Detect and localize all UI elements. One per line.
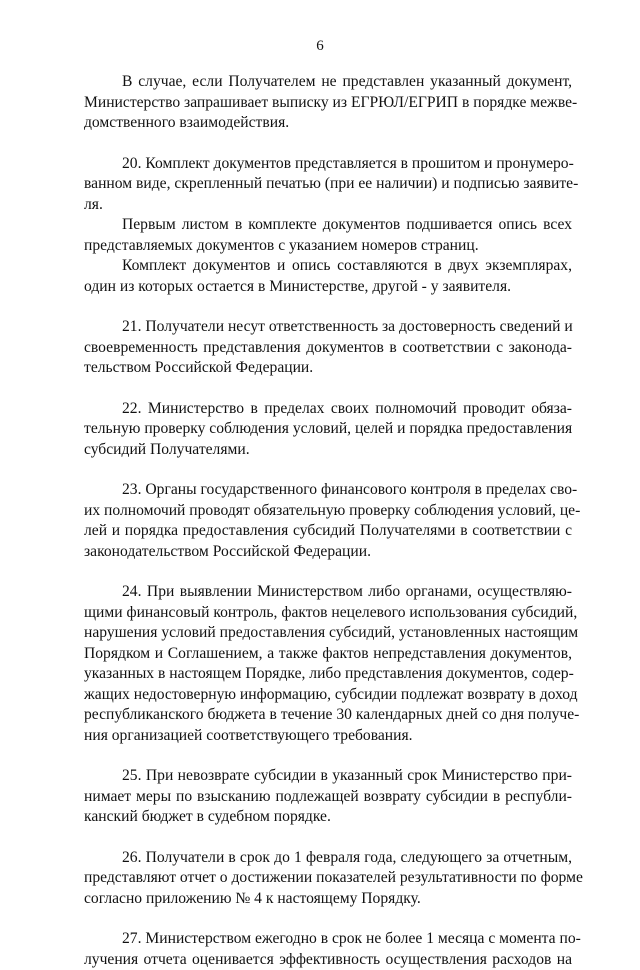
text-line: нимает меры по взысканию подлежащей возврату субсидии в республи-	[84, 787, 572, 808]
text-line: представляемых документов с указанием номеров страниц.	[84, 236, 572, 257]
text-line: 22. Министерство в пределах своих полномочий проводит обяза-	[84, 399, 572, 420]
text-line: щими финансовый контроль, фактов нецелевого использования субсидий,	[84, 603, 572, 624]
document-body	[84, 72, 572, 970]
paragraph-item-21	[84, 317, 572, 379]
text-line: 24. При выявлении Министерством либо органами, осуществляю-	[84, 582, 572, 603]
text-line: законодательством Российской Федерации.	[84, 542, 572, 563]
text-line: их полномочий проводят обязательную проверку соблюдения условий, це-	[84, 501, 572, 522]
text-line: республиканского бюджета в течение 30 календарных дней со дня получе-	[84, 705, 572, 726]
text-line: Первым листом в комплекте документов подшивается опись всех	[84, 215, 572, 236]
text-line: 27. Министерством ежегодно в срок не более 1 месяца с момента по-	[84, 929, 572, 950]
text-line: лучения отчета оценивается эффективность осуществления расходов на	[84, 950, 572, 970]
text-line: 25. При невозврате субсидии в указанный срок Министерство при-	[84, 766, 572, 787]
paragraph-item-24	[84, 582, 572, 746]
text-line: 20. Комплект документов представляется в прошитом и пронумеро-	[84, 154, 572, 175]
text-line: домственного взаимодействия.	[84, 113, 572, 134]
text-line: Министерство запрашивает выписку из ЕГРЮЛ/ЕГРИП в порядке межве-	[84, 93, 572, 114]
text-line: представляют отчет о достижении показателей результативности по форме	[84, 868, 572, 889]
text-line: согласно приложению № 4 к настоящему Порядку.	[84, 889, 572, 910]
text-line: В случае, если Получателем не представлен указанный документ,	[84, 72, 572, 93]
paragraph-inventory-first-sheet	[84, 215, 572, 256]
text-line: указанных в настоящем Порядке, либо представления документов, содер-	[84, 664, 572, 685]
text-line: лей и порядка предоставления субсидий Получателями в соответствии с	[84, 521, 572, 542]
text-line: жащих недостоверную информацию, субсидии подлежат возврату в доход	[84, 685, 572, 706]
paragraph-item-25	[84, 766, 572, 828]
paragraph-item-26	[84, 848, 572, 910]
text-line: тельством Российской Федерации.	[84, 358, 572, 379]
text-line: канский бюджет в судебном порядке.	[84, 807, 572, 828]
text-line: 23. Органы государственного финансового контроля в пределах сво-	[84, 480, 572, 501]
text-line: один из которых остается в Министерстве, другой - у заявителя.	[84, 277, 572, 298]
page-number: 6	[0, 36, 640, 57]
text-line: субсидий Получателями.	[84, 440, 572, 461]
text-line: 26. Получатели в срок до 1 февраля года, следующего за отчетным,	[84, 848, 572, 869]
text-line: 21. Получатели несут ответственность за достоверность сведений и	[84, 317, 572, 338]
text-line: ния организацией соответствующего требования.	[84, 726, 572, 747]
paragraph-item-27	[84, 929, 572, 970]
text-line: Порядком и Соглашением, а также фактов непредставления документов,	[84, 644, 572, 665]
text-line: ля.	[84, 195, 572, 216]
text-line: тельную проверку соблюдения условий, целей и порядка предоставления	[84, 419, 572, 440]
text-line: ванном виде, скрепленный печатью (при ее наличии) и подписью заявите-	[84, 174, 572, 195]
text-line: своевременность представления документов в соответствии с законода-	[84, 338, 572, 359]
paragraph-egrul-request	[84, 72, 572, 134]
paragraph-two-copies	[84, 256, 572, 297]
paragraph-item-23	[84, 480, 572, 562]
paragraph-item-20	[84, 154, 572, 216]
text-line: Комплект документов и опись составляются в двух экземплярах,	[84, 256, 572, 277]
paragraph-item-22	[84, 399, 572, 461]
text-line: нарушения условий предоставления субсидий, установленных настоящим	[84, 623, 572, 644]
